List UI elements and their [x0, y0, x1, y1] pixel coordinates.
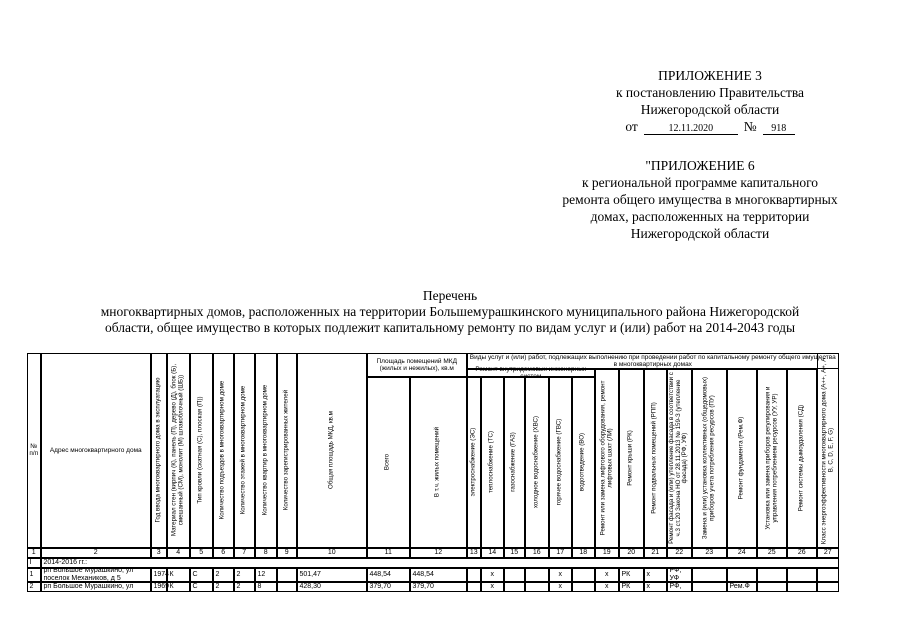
- table-row-1-area_all-cell: [367, 568, 411, 583]
- column-number-cell: [255, 548, 278, 559]
- table-row-1-num-cell-text: 1: [29, 571, 34, 578]
- table-row-2-gvs-cell: [549, 582, 573, 593]
- table-row-2-facade-cell: [667, 582, 693, 593]
- column-number-cell: [277, 548, 298, 559]
- header-total_area-cell-text: Общая площадь МКД, кв.м: [327, 411, 335, 490]
- column-number-cell-text: 12: [434, 549, 443, 557]
- column-number-cell-text: 9: [284, 549, 289, 557]
- header-gvs-cell-text: горячее водоснабжение (ГВС): [555, 418, 563, 506]
- table-row-1-es-cell: [467, 568, 482, 583]
- header-smoke-cell: [787, 369, 818, 549]
- column-number-cell: [167, 548, 191, 559]
- table-row-2-material-cell-text: К: [169, 583, 174, 590]
- header-hvs-cell: [525, 377, 550, 549]
- column-number-cell: [667, 548, 693, 559]
- column-number-cell-text: 22: [675, 549, 684, 557]
- header-ts-cell-text: теплоснабжение (ТС): [487, 431, 495, 494]
- list-title: Перечень: [422, 288, 478, 303]
- table-row-1-entrances-cell: [213, 568, 235, 583]
- order-date: 12.11.2020: [644, 123, 738, 135]
- appendix-6-title: "ПРИЛОЖЕНИЕ 6: [645, 158, 755, 173]
- order-number-label: №: [743, 119, 757, 134]
- table-row-2-smoke-cell: [787, 582, 818, 593]
- column-number-cell-text: 4: [176, 549, 181, 557]
- header-facade-cell-text: Ремонт фасада и (или) утепление фасада в соответствии с ч.3 ст.20 Закона НО от 28.11.2013 № 159-З (утепление фасада) (РФ, УФ): [668, 372, 689, 545]
- column-number-cell: [817, 548, 840, 559]
- column-number-cell: [525, 548, 550, 559]
- column-number-cell-text: 17: [556, 549, 565, 557]
- list-title-line1: многоквартирных домов, расположенных на территории Большемурашкинского муниципального района Нижегородской: [100, 304, 800, 319]
- header-hvs-cell-text: холодное водоснабжение (ХВС): [532, 416, 540, 509]
- appendix-3-block: [560, 67, 860, 135]
- table-row-2-area_res-cell-text: 379,70: [412, 583, 434, 590]
- table-row-1-num-cell: [27, 568, 42, 583]
- table-row-1-year-cell-text: 1974: [153, 571, 170, 578]
- header-residents-cell: [277, 353, 298, 549]
- header-area-all-cell: [367, 377, 411, 549]
- column-number-cell: [692, 548, 728, 559]
- header-floors-cell-text: Количество этажей в многоквартирном доме: [239, 385, 247, 515]
- table-row-1-address-cell: [41, 568, 152, 583]
- header-works-group-cell-text: Виды услуг и (или) работ, подлежащих выполнению при проведении работ по капитальному ремонту общего имущества в многоквартирных домах: [469, 353, 836, 368]
- period-label-cell-text: 2014-2016 гг.:: [43, 559, 88, 566]
- header-facade-cell: [667, 369, 693, 549]
- column-number-cell: [234, 548, 256, 559]
- column-number-cell: [787, 548, 818, 559]
- table-row-2-es-cell: [467, 582, 482, 593]
- column-number-cell: [41, 548, 152, 559]
- header-area-group-cell: [367, 353, 468, 378]
- table-row-2-residents-cell: [277, 582, 298, 593]
- table-row-2-regulators-cell: [757, 582, 788, 593]
- list-title-block: [40, 288, 860, 336]
- table-row-1-lift-cell-text: х: [605, 571, 609, 578]
- header-entrances-cell-text: Количество подъездов в многоквартирном доме: [218, 380, 226, 520]
- header-floors-cell: [234, 353, 256, 549]
- column-number-cell-text: 27: [823, 549, 832, 557]
- table-row-1-roof-cell: [190, 568, 214, 583]
- header-rk-cell-text: Ремонт крыши (РК): [626, 430, 634, 487]
- table-row-2-address-cell-text: рп Большое Мурашкино, ул: [43, 583, 134, 590]
- table-row-1-area_res-cell-text: 448,54: [412, 571, 434, 578]
- table-row-2-area_res-cell: [410, 582, 468, 593]
- table-row-2-hvs-cell: [525, 582, 550, 593]
- table-row-1-total_area-cell: [297, 568, 368, 583]
- table-row-2-entrances-cell: [213, 582, 235, 593]
- table-row-2-year-cell: [151, 582, 168, 593]
- column-number-cell-text: 3: [156, 549, 161, 557]
- table-row-1-meters-cell: [692, 568, 728, 583]
- table-row-2-gs-cell: [504, 582, 526, 593]
- column-number-cell-text: 20: [627, 549, 636, 557]
- appendix-3-title: ПРИЛОЖЕНИЕ 3: [658, 68, 762, 83]
- column-number-cell: [481, 548, 505, 559]
- column-number-cell-text: 23: [705, 549, 714, 557]
- header-roof-cell: [190, 353, 214, 549]
- table-row-1-foundation-cell: [727, 568, 758, 583]
- header-regulators-cell-text: Установка или замена приборов регулирования и управления потреблением ресурсов (УУ, УР): [764, 386, 778, 530]
- table-row-2-rk-cell: [619, 582, 645, 593]
- table-row-1-flats-cell-text: 12: [257, 571, 266, 578]
- table-row-2-gvs-cell-text: х: [558, 583, 562, 590]
- table-row-1-facade-cell-text: РФ, УФ: [669, 567, 682, 582]
- table-row-1-total_area-cell-text: 501,47: [299, 571, 321, 578]
- header-meters-cell-text: Замена и (или) установка коллективных (общедомовых) приборов учета потребления ресурсов (ПУ): [701, 377, 716, 540]
- table-row-2-year-cell-text: 1969: [153, 583, 170, 590]
- table-row-1-basement-cell-text: х: [646, 571, 650, 578]
- header-year-cell: [151, 353, 168, 549]
- table-row-2-facade-cell-text: РФ,: [669, 583, 682, 590]
- header-num-cell: [27, 353, 42, 549]
- table-row-1-area_all-cell-text: 448,54: [369, 571, 391, 578]
- table-row-2-num-cell: [27, 582, 42, 593]
- table-row-1-material-cell: [167, 568, 191, 583]
- table-row-1-address-cell-text: рп Большое Мурашкино, ул поселок Механиков, д 5: [43, 567, 134, 582]
- table-row-2-num-cell-text: 2: [29, 583, 34, 590]
- column-number-cell: [757, 548, 788, 559]
- header-foundation-cell-text: Ремонт фундамента (Рем.Ф): [737, 416, 745, 500]
- table-row-1-ts-cell: [481, 568, 505, 583]
- header-es-cell: [467, 377, 482, 549]
- table-row-1-hvs-cell: [525, 568, 550, 583]
- header-total_area-cell: [297, 353, 368, 549]
- column-number-cell: [467, 548, 482, 559]
- table-row-2-address-cell: [41, 582, 152, 593]
- column-number-cell: [619, 548, 645, 559]
- header-eng-group-cell-text: Ремонт внутридомовых инженерных систем: [475, 365, 587, 380]
- table-row-1-rk-cell: [619, 568, 645, 583]
- column-number-cell: [297, 548, 368, 559]
- column-number-cell-text: 19: [602, 549, 611, 557]
- column-number-cell-text: 1: [31, 549, 36, 557]
- column-number-cell: [410, 548, 468, 559]
- table-row-2-entrances-cell-text: 2: [215, 583, 220, 590]
- column-number-cell-text: 14: [488, 549, 497, 557]
- appendix-6-block: [530, 157, 870, 242]
- table-row-1-year-cell: [151, 568, 168, 583]
- column-number-cell-text: 5: [199, 549, 204, 557]
- column-number-cell-text: 16: [532, 549, 541, 557]
- column-number-cell-text: 13: [469, 549, 478, 557]
- table-row-2-floors-cell-text: 2: [236, 583, 241, 590]
- table-row-1-material-cell-text: К: [169, 571, 174, 578]
- column-number-cell-text: 21: [651, 549, 660, 557]
- header-regulators-cell: [757, 369, 788, 549]
- table-row-1-basement-cell: [644, 568, 668, 583]
- column-number-cell: [27, 548, 42, 559]
- column-number-cell: [213, 548, 235, 559]
- table-row-1-energy-cell: [817, 568, 840, 583]
- column-number-cell-text: 18: [579, 549, 588, 557]
- table-row-2-rk-cell-text: РК: [621, 583, 631, 590]
- table-row-2-basement-cell: [644, 582, 668, 593]
- appendix-6-line1: к региональной программе капитального: [581, 175, 819, 190]
- appendix-3-line2: Нижегородской области: [640, 102, 780, 117]
- table-row-1-smoke-cell: [787, 568, 818, 583]
- header-lift-cell: [595, 369, 620, 549]
- header-area-res-cell-text: В т.ч. жилых помещений: [433, 427, 441, 498]
- header-vo-cell: [572, 377, 596, 549]
- table-row-2-ts-cell-text: х: [490, 583, 494, 590]
- table-row-1-floors-cell-text: 2: [236, 571, 241, 578]
- table-row-2-ts-cell: [481, 582, 505, 593]
- column-number-cell-text: 7: [242, 549, 247, 557]
- column-number-cell: [572, 548, 596, 559]
- header-lift-cell-text: Ремонт или замена лифтового оборудования, ремонт лифтовых шахт (ЛИ): [599, 380, 613, 536]
- header-ts-cell: [481, 377, 505, 549]
- table-row-1-entrances-cell-text: 2: [215, 571, 220, 578]
- header-rk-cell: [619, 369, 645, 549]
- column-number-cell-text: 25: [767, 549, 776, 557]
- table-row-2-basement-cell-text: х: [646, 583, 650, 590]
- table-row-2-roof-cell-text: С: [192, 583, 198, 590]
- table-row-2-foundation-cell: [727, 582, 758, 593]
- header-gvs-cell: [549, 377, 573, 549]
- header-area-all-cell-text: Всего: [383, 454, 391, 471]
- table-row-2-roof-cell: [190, 582, 214, 593]
- order-number: 918: [763, 123, 795, 135]
- period-label-cell: [41, 558, 840, 569]
- header-energy-cell-text: Класс энергоэффективности многоквартирного дома (А++, А+, А, В, С, D, E, F, G): [820, 356, 834, 545]
- table-row-1-rk-cell-text: РК: [621, 571, 631, 578]
- header-basement-cell-text: Ремонт подвальных помещений (РПП): [650, 402, 658, 515]
- table-row-1-roof-cell-text: С: [192, 571, 198, 578]
- column-number-cell-text: 2: [93, 549, 98, 557]
- table-row-1-floors-cell: [234, 568, 256, 583]
- table-row-1-vo-cell: [572, 568, 596, 583]
- houses-table: [27, 353, 874, 590]
- appendix-6-line3: домах, расположенных на территории: [590, 209, 810, 224]
- header-area-group-cell-text: Площадь помещений МКД (жилых и нежилых), кв.м: [376, 357, 457, 372]
- table-row-1-lift-cell: [595, 568, 620, 583]
- column-number-cell: [367, 548, 411, 559]
- table-row-1-gvs-cell-text: х: [558, 571, 562, 578]
- header-residents-cell-text: Количество зарегистрированных жителей: [282, 390, 290, 511]
- column-number-cell: [549, 548, 573, 559]
- table-row-1-flats-cell: [255, 568, 278, 583]
- table-row-2-foundation-cell-text: Рем.Ф: [729, 583, 750, 590]
- header-flats-cell: [255, 353, 278, 549]
- table-row-2-flats-cell-text: 8: [257, 583, 262, 590]
- appendix-6-line2: ремонта общего имущества в многоквартирных: [562, 192, 838, 207]
- order-line: [560, 118, 860, 135]
- table-row-2-vo-cell: [572, 582, 596, 593]
- table-row-1-residents-cell: [277, 568, 298, 583]
- appendix-6-line4: Нижегородской области: [630, 226, 770, 241]
- column-number-cell: [595, 548, 620, 559]
- header-area-res-cell: [410, 377, 468, 549]
- table-row-1-area_res-cell: [410, 568, 468, 583]
- column-number-cell: [151, 548, 168, 559]
- header-energy-cell: [817, 353, 840, 549]
- header-meters-cell: [692, 369, 728, 549]
- column-number-cell: [727, 548, 758, 559]
- column-number-cell-text: 10: [327, 549, 336, 557]
- header-basement-cell: [644, 369, 668, 549]
- table-row-2-energy-cell: [817, 582, 840, 593]
- table-row-2-total_area-cell-text: 428,30: [299, 583, 321, 590]
- period-num-cell-text: I: [29, 559, 32, 566]
- header-gs-cell-text: газоснабжение (ГАЗ): [509, 432, 517, 493]
- header-es-cell-text: электроснабжение (ЭС): [469, 427, 477, 497]
- column-number-cell-text: 11: [384, 549, 392, 557]
- table-row-2-floors-cell: [234, 582, 256, 593]
- column-number-cell-text: 24: [737, 549, 746, 557]
- header-smoke-cell-text: Ремонт системы дымоудаления (СД): [797, 405, 805, 512]
- column-number-cell-text: 26: [797, 549, 806, 557]
- table-row-2-area_all-cell-text: 379,70: [369, 583, 391, 590]
- header-address-cell-text: Адрес многоквартирного дома: [49, 446, 142, 454]
- column-number-cell: [644, 548, 668, 559]
- table-row-2-flats-cell: [255, 582, 278, 593]
- period-num-cell: [27, 558, 42, 569]
- header-vo-cell-text: водоотведение (ВО): [578, 433, 586, 492]
- header-entrances-cell: [213, 353, 235, 549]
- header-num-cell-text: № п/п: [29, 443, 39, 458]
- header-address-cell: [41, 353, 152, 549]
- column-number-cell-text: 6: [221, 549, 226, 557]
- appendix-3-line1: к постановлению Правительства: [615, 85, 805, 100]
- column-number-cell: [504, 548, 526, 559]
- table-row-2-lift-cell-text: х: [605, 583, 609, 590]
- header-material-cell: [167, 353, 191, 549]
- column-number-cell-text: 8: [263, 549, 268, 557]
- header-material-cell-text: Материал стен (кирпич (К), панель (П), дерево (Д), блок (Б), смешанный (СМ), монолит (М) шлакоблочный (ШБ)): [170, 364, 185, 537]
- table-row-1-gs-cell: [504, 568, 526, 583]
- header-year-cell-text: Год ввода многоквартирного дома в эксплуатацию: [154, 377, 162, 523]
- header-foundation-cell: [727, 369, 758, 549]
- table-row-1-gvs-cell: [549, 568, 573, 583]
- header-gs-cell: [504, 377, 526, 549]
- table-row-2-material-cell: [167, 582, 191, 593]
- table-row-1-regulators-cell: [757, 568, 788, 583]
- header-flats-cell-text: Количество квартир в многоквартирном доме: [261, 384, 269, 516]
- column-number-cell: [190, 548, 214, 559]
- table-row-1-facade-cell: [667, 568, 693, 583]
- table-row-2-area_all-cell: [367, 582, 411, 593]
- table-row-2-meters-cell: [692, 582, 728, 593]
- column-number-cell-text: 15: [510, 549, 519, 557]
- table-row-2-total_area-cell: [297, 582, 368, 593]
- table-row-1-ts-cell-text: х: [490, 571, 494, 578]
- order-from-label: от: [625, 119, 638, 134]
- header-roof-cell-text: Тип кровли (скатная (С), плоская (П)): [196, 396, 204, 504]
- list-title-line2: области, общее имущество в которых подлежит капитальному ремонту по видам услуг и (или) работ на 2014-2043 годы: [104, 320, 796, 335]
- table-row-2-lift-cell: [595, 582, 620, 593]
